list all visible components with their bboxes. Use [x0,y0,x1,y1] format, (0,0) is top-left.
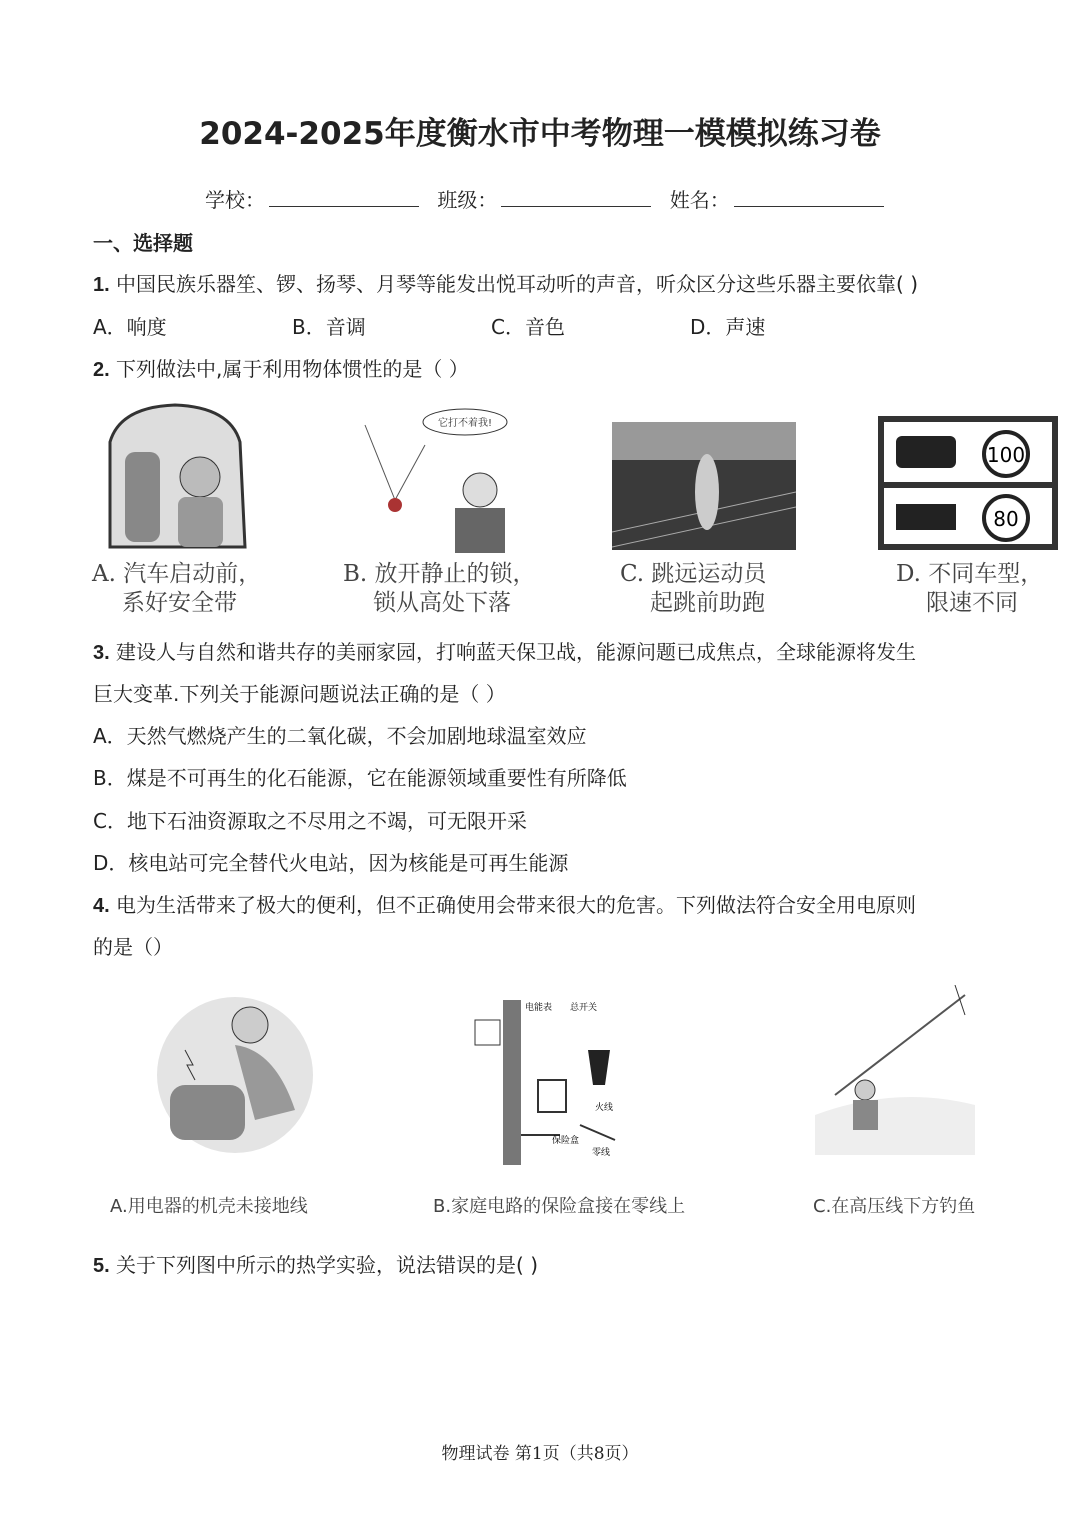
page-footer: 物理试卷 第1页（共8页） [441,1444,639,1464]
question-text: 中国民族乐器笙、锣、扬琴、月琴等能发出悦耳动听的声音，听众区分这些乐器主要依靠( ) [116,272,919,296]
label-live: 火线 [595,1103,614,1113]
seatbelt-car-image [100,402,250,552]
caption-line: 限速不同 [926,590,1018,616]
long-jump-athlete-image [612,422,796,550]
name-label: 姓名： [669,188,730,212]
ungrounded-appliance-image [155,990,315,1160]
question-number: 3. [93,642,110,664]
name-field[interactable] [734,188,884,207]
speed-limit-bus: 80 [993,507,1019,531]
student-info-form [205,184,896,213]
caption-line: D. 不同车型， [896,561,1044,587]
question-number: 2. [93,359,110,381]
school-field[interactable] [269,188,419,207]
question-number: 1. [93,274,110,296]
question-5 [93,1249,538,1278]
section-heading: 一、选择题 [93,231,193,255]
label-switch: 总开关 [570,1003,598,1013]
q1-option-b[interactable]: B．音调 [292,315,366,339]
speed-limit-sign-image [878,416,1058,550]
question-text: 电为生活带来了极大的便利，但不正确使用会带来很大的危害。下列做法符合安全用电原则 [116,893,917,917]
caption-line: 起跳前助跑 [650,590,765,616]
label-fuse: 保险盒 [552,1136,580,1146]
question-3 [93,636,916,665]
caption-line: C. 跳远运动员 [620,561,767,587]
question-number: 5. [93,1255,110,1277]
speech-bubble-text: 它打不着我! [437,418,493,429]
q1-option-d[interactable]: D．声速 [690,315,766,339]
q3-option-c[interactable]: C．地下石油资源取之不尽用之不竭，可无限开采 [93,809,527,833]
q4-option-c[interactable]: C.在高压线下方钓鱼 [813,1196,976,1217]
q3-option-d[interactable]: D．核电站可完全替代火电站，因为核能是可再生能源 [93,851,569,875]
page-title: 2024-2025年度衡水市中考物理一模模拟练习卷 [199,116,881,152]
q1-option-a[interactable]: A．响度 [93,315,167,339]
question-text: 关于下列图中所示的热学实验，说法错误的是( ) [116,1253,539,1277]
label-meter: 电能表 [525,1003,553,1013]
q3-option-a[interactable]: A．天然气燃烧产生的二氧化碳，不会加剧地球温室效应 [93,724,587,748]
question-text: 下列做法中,属于利用物体惯性的是（ ） [116,357,469,381]
q1-option-c[interactable]: C．音色 [491,315,565,339]
q2-option-c[interactable] [620,560,766,618]
question-3-cont: 巨大变革.下列关于能源问题说法正确的是（ ） [93,682,506,706]
question-1 [93,268,918,297]
q4-option-a[interactable]: A.用电器的机壳未接地线 [110,1196,308,1217]
question-4-cont: 的是（） [93,935,173,959]
class-field[interactable] [501,188,651,207]
caption-line: 锁从高处下落 [373,590,511,616]
q4-option-b[interactable]: B.家庭电路的保险盒接在零线上 [433,1196,686,1217]
q2-option-d[interactable] [896,560,1043,618]
class-label: 班级： [437,188,498,212]
caption-line: 系好安全带 [122,590,237,616]
household-circuit-image [470,995,620,1165]
hanging-lock-image [355,405,525,555]
question-text: 建设人与自然和谐共存的美丽家园，打响蓝天保卫战，能源问题已成焦点，全球能源将发生 [116,640,917,664]
question-2 [93,353,469,382]
speed-limit-car: 100 [986,443,1026,467]
caption-line: B. 放开静止的锁， [343,561,536,587]
fishing-under-powerline-image [815,985,975,1155]
school-label: 学校： [205,188,265,212]
q2-option-b[interactable] [343,560,536,618]
question-4 [93,889,916,918]
q3-option-b[interactable]: B．煤是不可再生的化石能源，它在能源领域重要性有所降低 [93,766,627,790]
label-neutral: 零线 [592,1148,611,1158]
caption-line: A. 汽车启动前， [92,561,262,587]
question-number: 4. [93,895,110,917]
q2-option-a[interactable] [92,560,261,618]
